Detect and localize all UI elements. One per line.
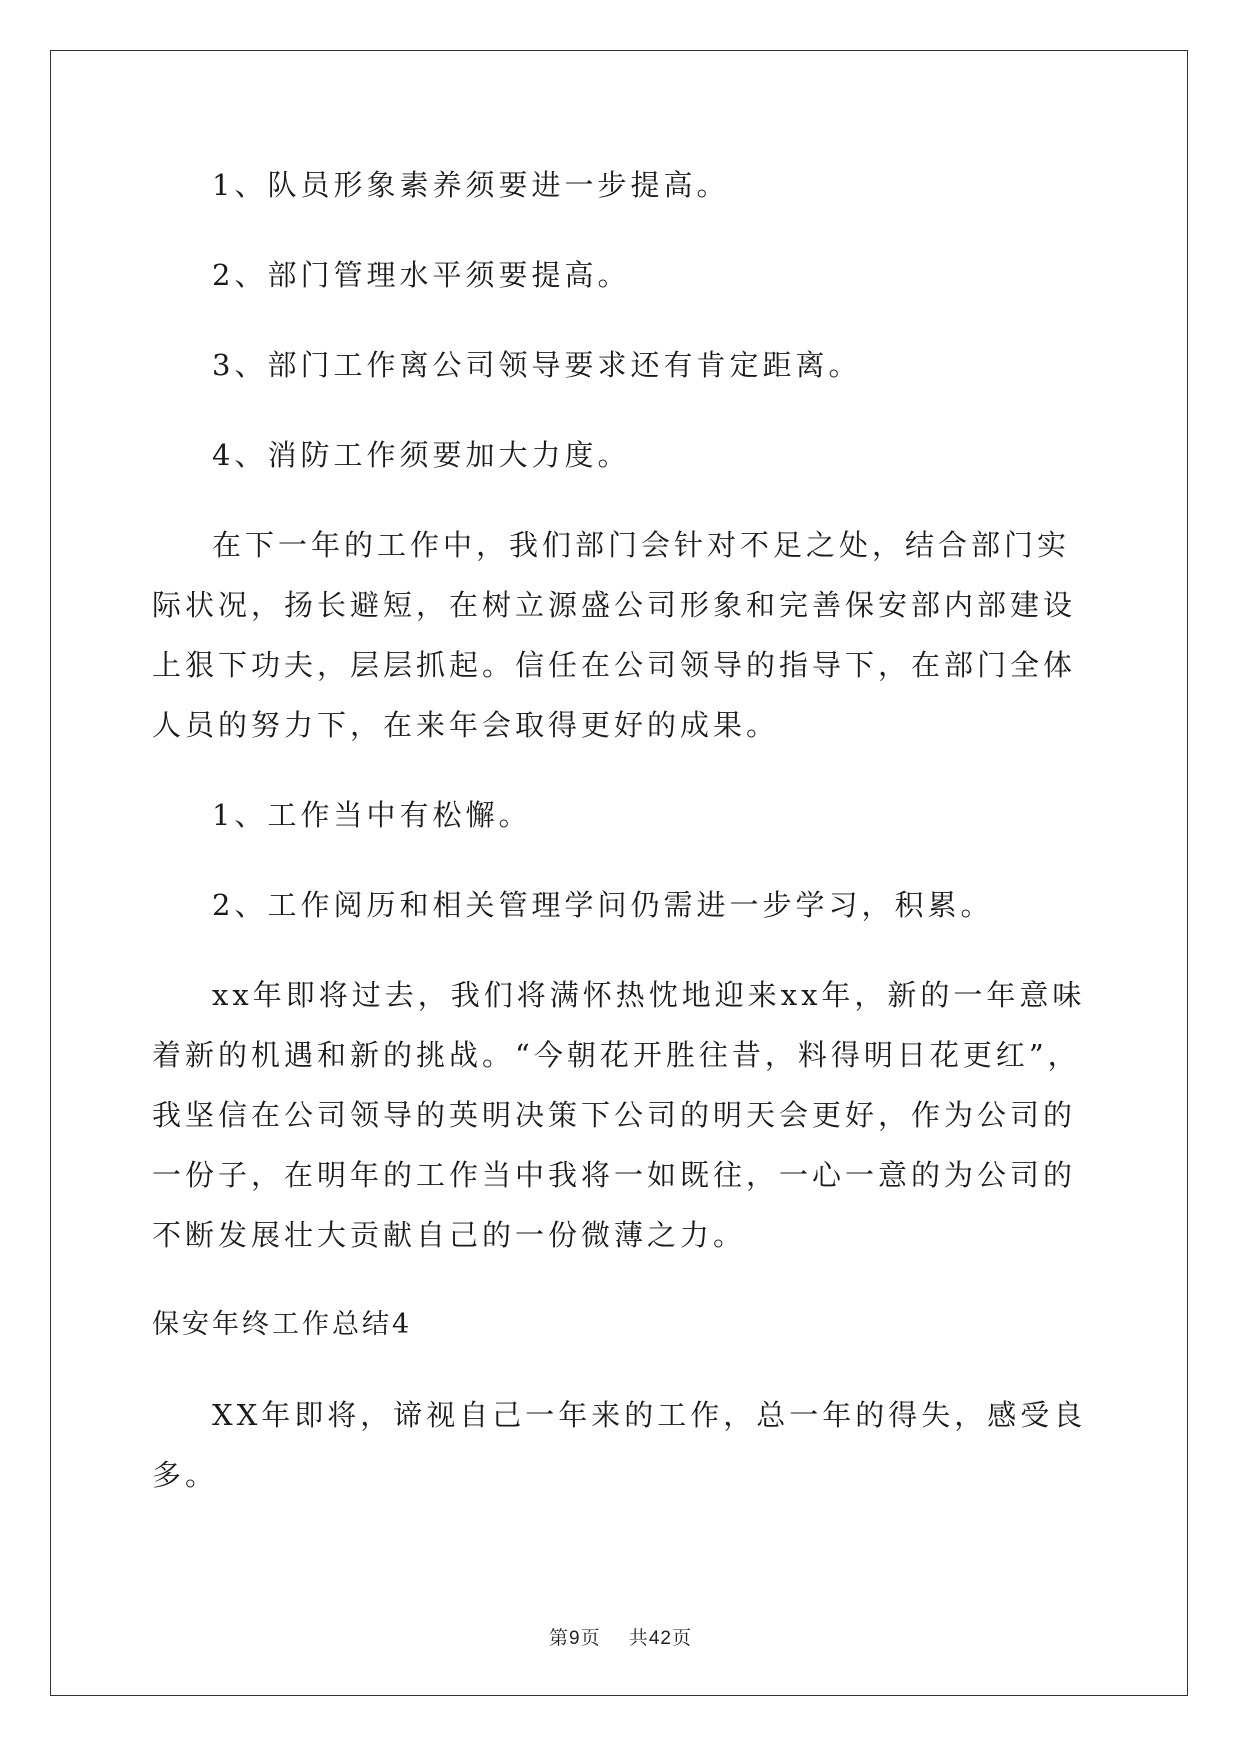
paragraph-next-year-plan: 在下一年的工作中，我们部门会针对不足之处，结合部门实际状况，扬长避短，在树立源盛公司形象和完善保安部内部建设上狠下功夫，层层抓起。信任在公司领导的指导下，在部门全体人员的努力下，在来年会取得更好的成果。 — [152, 528, 1077, 742]
section-heading: 保安年终工作总结4 — [152, 1309, 413, 1340]
footer-prefix: 第 — [549, 1627, 570, 1649]
footer-total-prefix: 共 — [628, 1627, 649, 1649]
paragraph-shortcoming-1: 1、工作当中有松懈。 — [212, 798, 532, 832]
paragraph-item-2: 2、部门管理水平须要提高。 — [212, 258, 631, 292]
footer-total-suffix: 页 — [671, 1627, 692, 1649]
paragraph-section-intro: XX年即将，谛视自己一年来的工作，总一年的得失，感受良多。 — [152, 1398, 1087, 1492]
footer-total-pages: 42 — [648, 1628, 672, 1649]
paragraph-shortcoming-2: 2、工作阅历和相关管理学问仍需进一步学习，积累。 — [212, 888, 994, 922]
paragraph-item-1: 1、队员形象素养须要进一步提高。 — [212, 168, 730, 202]
paragraph-item-3: 3、部门工作离公司领导要求还有肯定距离。 — [212, 348, 862, 382]
paragraph-closing: xx年即将过去，我们将满怀热忱地迎来xx年，新的一年意味着新的机遇和新的挑战。“今朝花开胜往昔，料得明日花更红”，我坚信在公司领导的英明决策下公司的明天会更好，作为公司的一份子，在明年的工作当中我将一如既往，一心一意的为公司的不断发展壮大贡献自己的一份微薄之力。 — [152, 978, 1086, 1252]
page-footer — [0, 1623, 1241, 1650]
footer-page-number: 9 — [569, 1628, 581, 1649]
paragraph-item-4: 4、消防工作须要加大力度。 — [212, 438, 631, 472]
footer-page-suffix: 页 — [580, 1627, 601, 1649]
document-body — [152, 155, 1092, 1535]
